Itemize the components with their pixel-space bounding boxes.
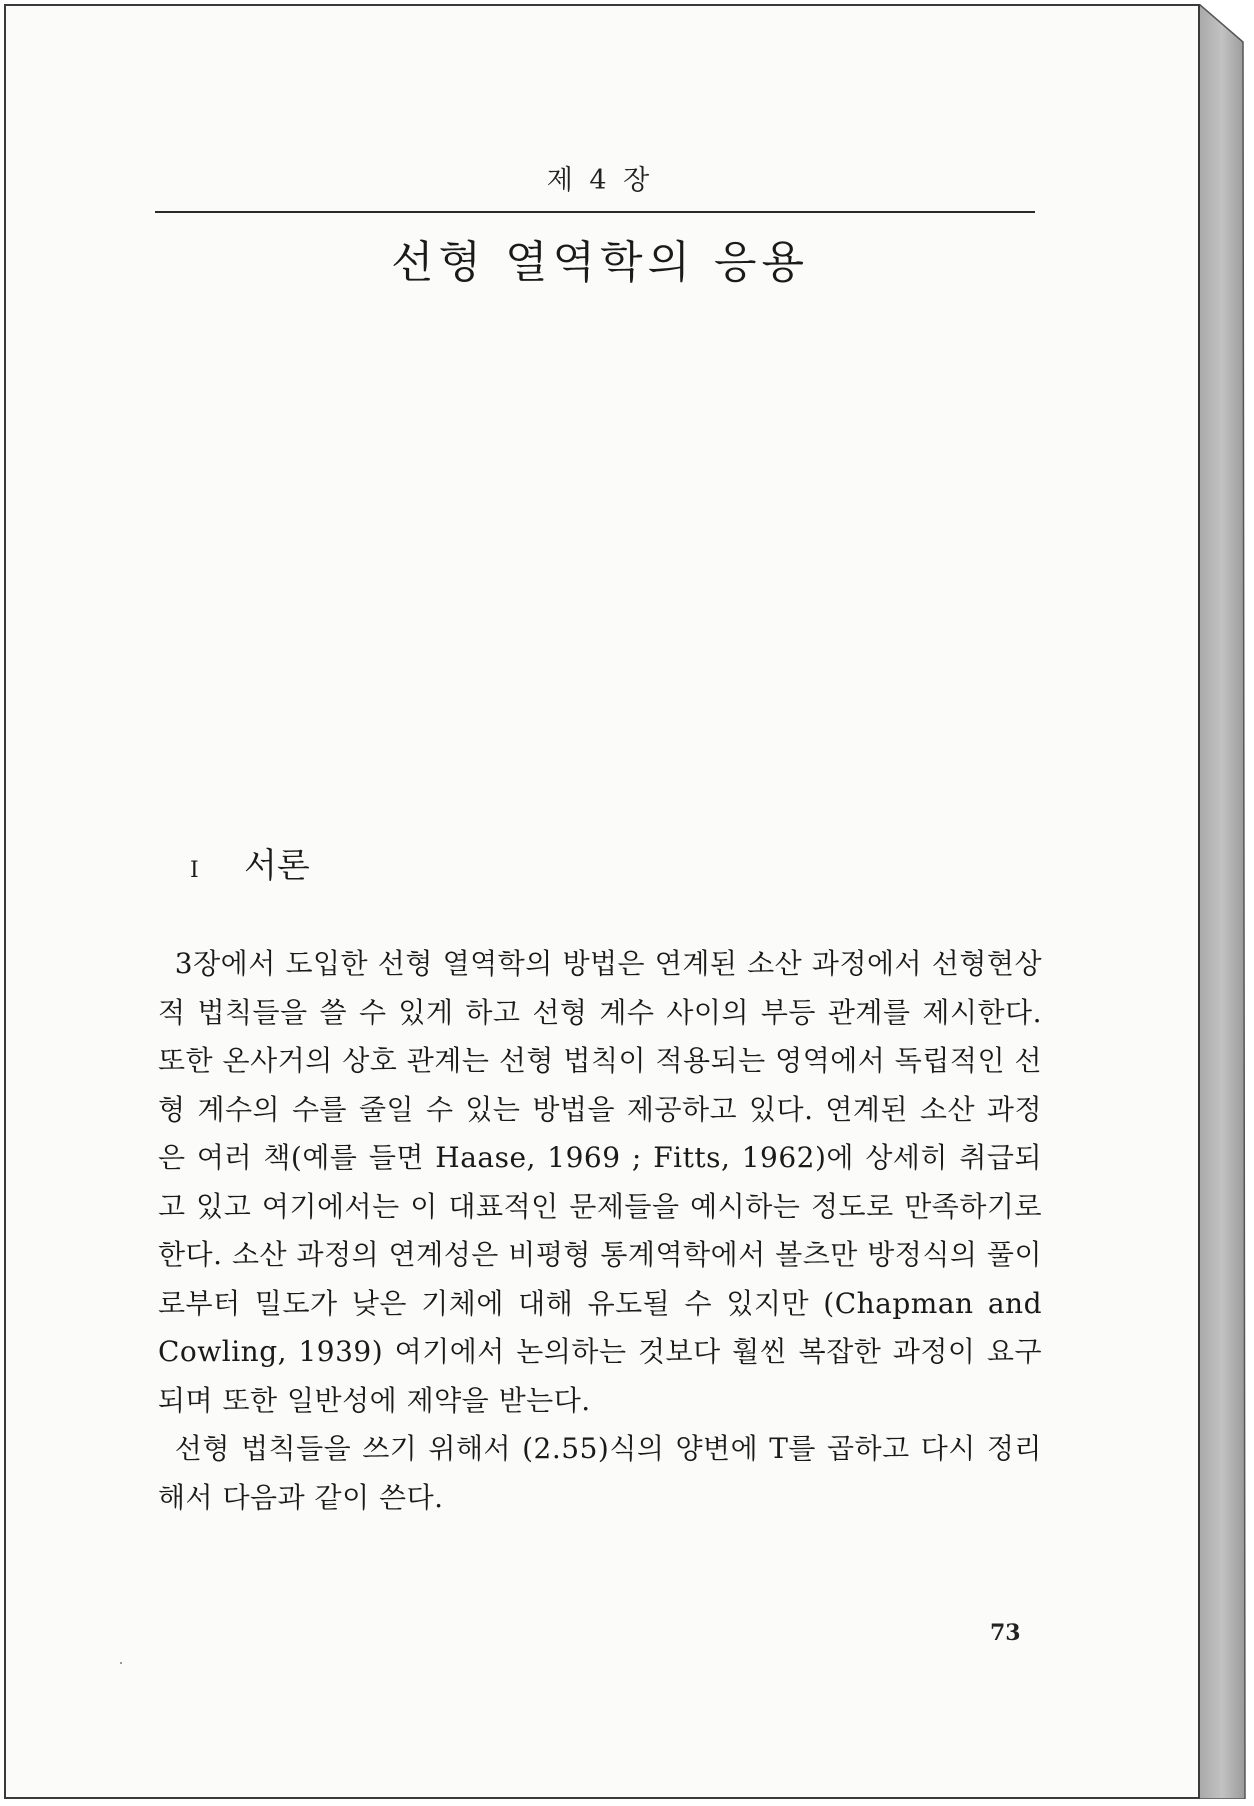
body-text [158,940,1042,1522]
page-number: 73 [990,1620,1021,1646]
section-number: I [190,858,199,883]
paragraph: 선형 법칙들을 쓰기 위해서 (2.55)식의 양변에 T를 곱하고 다시 정리해서 다음과 같이 쓴다. [158,1432,1042,1514]
section-heading [190,838,310,887]
page-edge-shading [1199,4,1251,1799]
chapter-title: 선형 열역학의 응용 [390,237,809,288]
section-title: 서론 [244,846,310,886]
paragraph: 3장에서 도입한 선형 열역학의 방법은 연계된 소산 과정에서 선형현상적 법칙들을 쓸 수 있게 하고 선형 계수 사이의 부등 관계를 제시한다. 또한 온사거의 상호 관계는 선형 법칙이 적용되는 영역에서 독립적인 선형 계수의 수를 줄일 수 있는 방법을 제공하고 있다. 연계된 소산 과정은 여러 책(예를 들면 Haase, 1969 ; Fitts, 1962)에 상세히 취급되고 있고 여기에서는 이 대표적인 문제들을 예시하는 정도로 만족하기로 한다. 소산 과정의 연계성은 비평형 통계역학에서 볼츠만 방정식의 풀이로부터 밀도가 낮은 기체에 대해 유도될 수 있지만 (Chapman and Cowling, 1939) 여기에서 논의하는 것보다 훨씬 복잡한 과정이 요구되며 또한 일반성에 제약을 받는다. [158,947,1042,1417]
chapter-label: 제 4 장 [546,165,654,196]
scan-speck [120,1662,122,1664]
title-divider [155,211,1035,213]
